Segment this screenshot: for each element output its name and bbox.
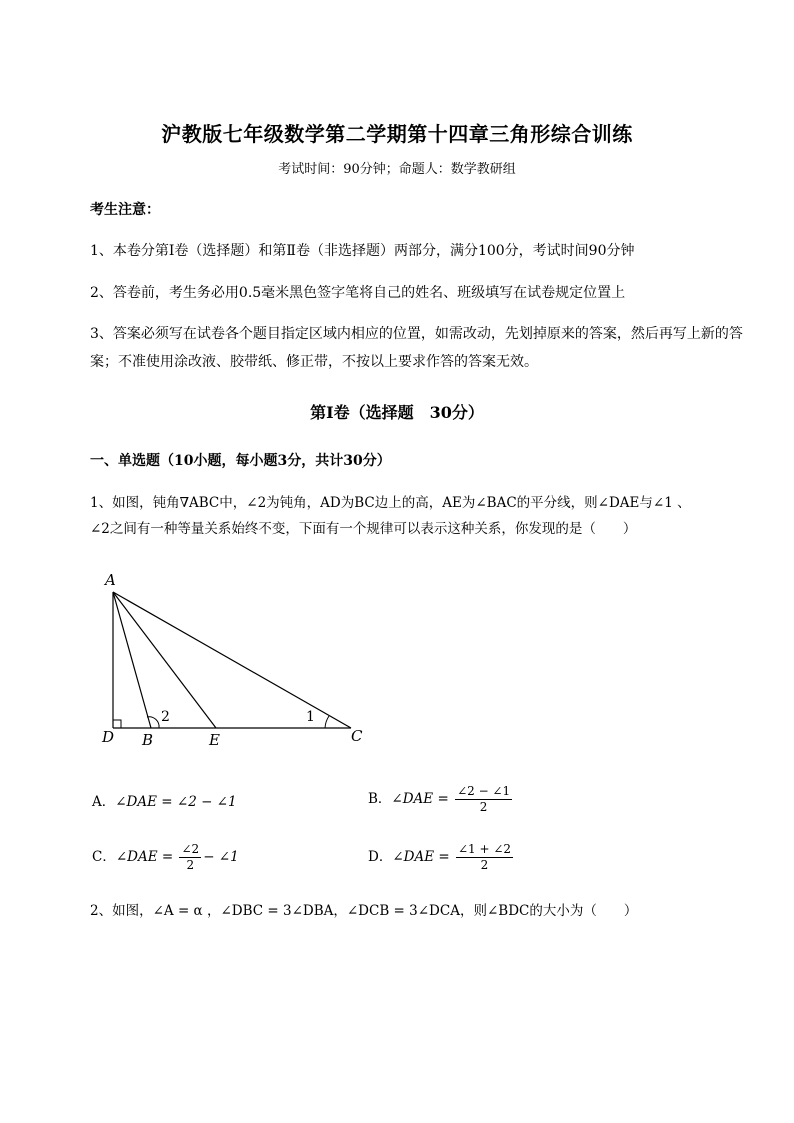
option-D-denominator: 2 — [480, 858, 489, 872]
vertex-label-D: D — [102, 728, 115, 746]
vertex-label-A: A — [105, 571, 116, 589]
question-2: 2、如图，∠A = α ，∠DBC = 3∠DBA，∠DCB = 3∠DCA，则∠BDC的大小为（ ） — [90, 903, 638, 919]
option-B-numerator: ∠2 − ∠1 — [457, 784, 511, 798]
option-A[interactable] — [92, 792, 237, 812]
option-B-letter: B． — [368, 791, 392, 807]
vertex-label-B: B — [142, 731, 154, 749]
right-angle-mark — [113, 720, 121, 728]
option-B-lhs: ∠DAE = — [391, 791, 449, 807]
side-AC — [113, 592, 351, 728]
option-C-lhs: ∠DAE = — [115, 849, 174, 865]
option-C-denominator: 2 — [186, 858, 195, 872]
option-D[interactable] — [368, 842, 515, 873]
option-C-letter: C． — [92, 849, 116, 865]
notice-item-2: 2、答卷前，考生务必用0.5毫米黑色签字笔将自己的姓名、班级填写在试卷规定位置上 — [90, 285, 626, 301]
option-D-lhs: ∠DAE = — [392, 849, 450, 865]
option-C[interactable] — [92, 842, 239, 873]
notice-item-3: 3、答案必须写在试卷各个题目指定区域内相应的位置，如需改动，先划掉原来的答案，然后再写上新的答案；不准使用涂改液、胶带纸、修正带，不按以上要求作答的答案无效。 — [90, 326, 743, 370]
notice-item-1: 1、本卷分第Ⅰ卷（选择题）和第Ⅱ卷（非选择题）两部分，满分100分，考试时间90分钟 — [90, 243, 635, 259]
bisector-AE — [113, 592, 216, 728]
angle-label-2: 2 — [161, 709, 170, 725]
notice-heading: 考生注意： — [90, 202, 160, 218]
vertex-label-C: C — [351, 727, 363, 745]
triangle-diagram — [95, 570, 385, 750]
option-A-letter: A． — [92, 794, 116, 810]
option-B[interactable] — [368, 784, 514, 815]
question-1-line-1: 1、如图，钝角∇ABC中，∠2为钝角，AD为BC边上的高，AE为∠BAC的平分线，则∠DAE与∠1 、 — [90, 495, 691, 511]
side-AB — [113, 592, 151, 728]
option-C-numerator: ∠2 — [181, 842, 200, 856]
section-title: 第Ⅰ卷（选择题 30分） — [310, 403, 484, 422]
option-C-rhs: − ∠1 — [203, 849, 239, 865]
option-D-letter: D． — [368, 849, 393, 865]
option-C-fraction — [179, 842, 201, 873]
vertex-label-E: E — [209, 731, 220, 749]
part-heading: 一、单选题（10小题，每小题3分，共计30分） — [90, 453, 391, 469]
option-B-denominator: 2 — [479, 800, 488, 814]
page-title: 沪教版七年级数学第二学期第十四章三角形综合训练 — [161, 122, 633, 146]
question-1-line-2: ∠2之间有一种等量关系始终不变，下面有一个规律可以表示这种关系，你发现的是（ ） — [90, 521, 637, 537]
option-D-fraction — [456, 842, 513, 873]
triangle-figure — [95, 570, 385, 750]
option-A-expr: ∠DAE = ∠2 − ∠1 — [115, 794, 237, 810]
option-B-fraction — [455, 784, 512, 815]
angle-1-arc — [325, 716, 329, 728]
option-D-numerator: ∠1 + ∠2 — [457, 842, 512, 856]
exam-info: 考试时间：90分钟；命题人：数学教研组 — [278, 162, 516, 177]
angle-label-1: 1 — [306, 709, 315, 725]
